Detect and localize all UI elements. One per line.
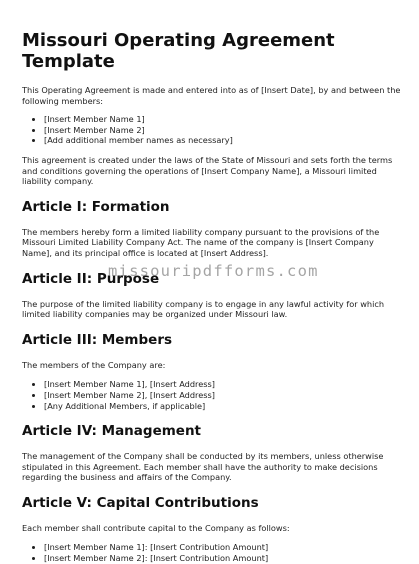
member-address-list [22,379,404,411]
article-4-heading: Article IV: Management [22,423,202,440]
article-5-heading: Article V: Capital Contributions [22,494,259,511]
article-3-heading: Article III: Members [22,331,173,348]
article-1-heading: Article I: Formation [22,198,170,215]
article-2-text: The purpose of the limited liability company is to engage in any lawful activity for which limited liability companies may be organized under Missouri law. [22,298,385,320]
article-3-text: The members of the Company are: [22,359,166,370]
list-item: • [Insert Member Name 1]: [Insert Contribution Amount] [44,542,404,553]
watermark: missouripdfforms.com [108,262,319,280]
list-item: • [Insert Member Name 1], [Insert Address] [44,379,404,390]
intro-paragraph: This Operating Agreement is made and entered into as of [Insert Date], by and between the following members: [22,85,401,106]
article-4-text: The management of the Company shall be conducted by its members, unless otherwise stipulated in this Agreement. Each member shall have the authority to make decisions regarding the business and affairs of the Company. [22,451,384,483]
list-item: • [Insert Member Name 2], [Insert Address] [44,390,404,401]
intro-member-list [22,114,404,146]
contribution-list [22,542,404,563]
list-item: • [Insert Member Name 2] [44,125,404,136]
document-page [22,0,404,564]
governing-paragraph: This agreement is created under the laws of the State of Missouri and sets forth the terms and conditions governing the operations of [Insert Company Name], a Missouri limited liability company. [22,154,393,187]
article-5-text: Each member shall contribute capital to the Company as follows: [22,522,290,533]
list-item: • [Insert Member Name 2]: [Insert Contribution Amount] [44,553,404,564]
document-title: Missouri Operating Agreement Template [22,30,335,72]
list-item: • [Add additional member names as necessary] [44,135,404,146]
list-item: • [Insert Member Name 1] [44,114,404,125]
article-2-heading: Article II: Purpose [22,270,160,287]
list-item: • [Any Additional Members, if applicable] [44,401,404,412]
article-1-text: The members hereby form a limited liability company pursuant to the provisions of the Missouri Limited Liability Company Act. The name of the company is [Insert Company Name], and its principal office is located at [Insert Address]. [22,226,380,258]
